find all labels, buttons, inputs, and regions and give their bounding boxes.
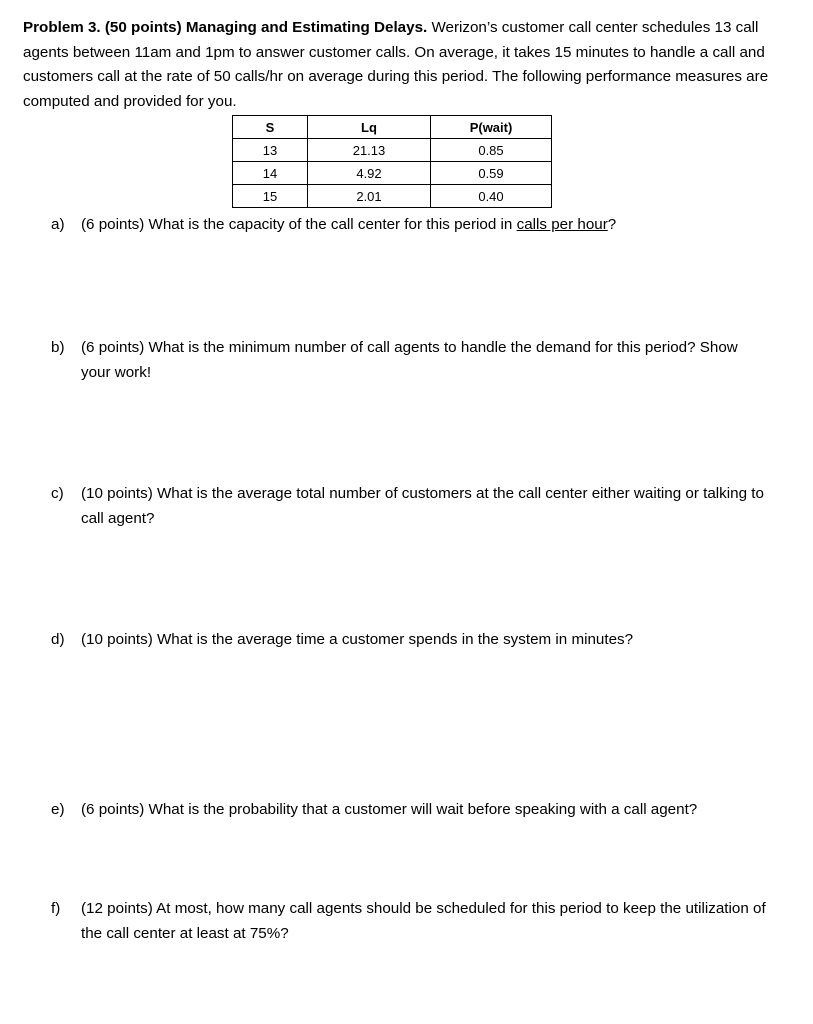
problem-statement bbox=[23, 16, 773, 114]
question-letter: f) bbox=[51, 900, 61, 917]
table-row bbox=[233, 185, 552, 208]
question-a-pre: (6 points) What is the capacity of the call center for this period in bbox=[81, 216, 517, 233]
question-d bbox=[51, 628, 771, 653]
question-letter: e) bbox=[51, 801, 65, 818]
cell-s: 14 bbox=[233, 162, 308, 185]
cell-lq: 21.13 bbox=[308, 139, 431, 162]
question-letter: a) bbox=[51, 216, 65, 233]
table-row bbox=[233, 139, 552, 162]
question-e bbox=[51, 798, 771, 823]
question-c bbox=[51, 482, 771, 531]
header-lq: Lq bbox=[308, 116, 431, 139]
question-letter: d) bbox=[51, 631, 65, 648]
problem-heading: Problem 3. (50 points) Managing and Estimating Delays. bbox=[23, 19, 428, 36]
cell-pwait: 0.85 bbox=[431, 139, 552, 162]
cell-lq: 2.01 bbox=[308, 185, 431, 208]
question-a bbox=[51, 213, 771, 238]
table-row bbox=[233, 162, 552, 185]
question-letter: b) bbox=[51, 339, 65, 356]
cell-pwait: 0.59 bbox=[431, 162, 552, 185]
header-pwait: P(wait) bbox=[431, 116, 552, 139]
question-text: (6 points) What is the probability that a customer will wait before speaking with a call agent? bbox=[81, 801, 698, 818]
header-s: S bbox=[233, 116, 308, 139]
cell-s: 13 bbox=[233, 139, 308, 162]
cell-lq: 4.92 bbox=[308, 162, 431, 185]
performance-table bbox=[232, 115, 552, 208]
question-b bbox=[51, 336, 771, 385]
cell-s: 15 bbox=[233, 185, 308, 208]
question-text: (12 points) At most, how many call agents should be scheduled for this period to keep the utilization of the call center at least at 75%? bbox=[81, 900, 766, 942]
question-a-post: ? bbox=[607, 216, 617, 233]
table-header-row bbox=[233, 116, 552, 139]
question-text: (10 points) What is the average time a customer spends in the system in minutes? bbox=[81, 631, 634, 648]
question-a-underlined: calls per hour bbox=[516, 216, 608, 233]
cell-pwait: 0.40 bbox=[431, 185, 552, 208]
problem-text: Werizon’s customer call center schedules 13 call agents between 11am and 1pm to answer customer calls. On average, it takes 15 minutes to handle a call and customers call at the rate of 50 calls/hr on average during this period. The following performance measures are computed and provided for you. bbox=[23, 19, 769, 110]
question-f bbox=[51, 897, 771, 946]
question-letter: c) bbox=[51, 485, 64, 502]
question-text bbox=[81, 213, 771, 238]
question-text: (6 points) What is the minimum number of call agents to handle the demand for this period? Show your work! bbox=[81, 339, 738, 381]
question-text: (10 points) What is the average total number of customers at the call center either waiting or talking to call agent? bbox=[81, 485, 764, 527]
